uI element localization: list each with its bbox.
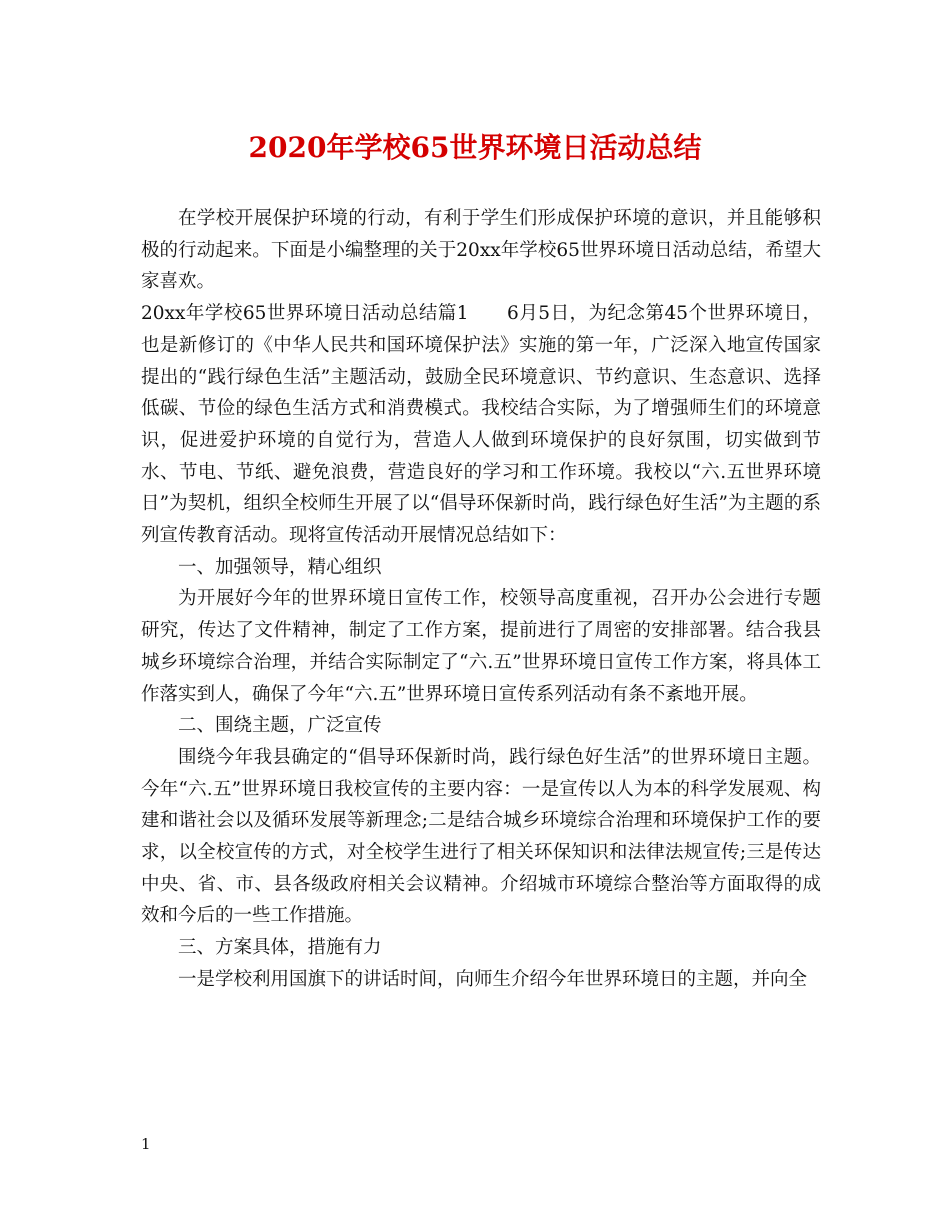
article-paragraph: 20xx年学校65世界环境日活动总结篇1 6月5日，为纪念第45个世界环境日，也是新修订的《中华人民共和国环境保护法》实施的第一年，广泛深入地宣传国家提出的“践行绿色生活”主题活动，鼓励全民环境意识、节约意识、生态意识、选择低碳、节俭的绿色生活方式和消费模式。我校结合实际，为了增强师生们的环境意识，促进爱护环境的自觉行为，营造人人做到环境保护的良好氛围，切实做到节水、节电、节纸、避免浪费，营造良好的学习和工作环境。我校以“六.五世界环境日”为契机，组织全校师生开展了以“倡导环保新时尚，践行绿色好生活”为主题的系列宣传教育活动。现将宣传活动开展情况总结如下： — [141, 303, 821, 547]
section-paragraph-1: 为开展好今年的世界环境日宣传工作，校领导高度重视，召开办公会进行专题研究，传达了文件精神，制定了工作方案，提前进行了周密的安排部署。结合我县城乡环境综合治理，并结合实际制定了“六.五”世界环境日宣传工作方案，将具体工作落实到人，确保了今年“六.五”世界环境日宣传系列活动有条不紊地开展。 — [141, 588, 821, 705]
section-heading-3: 三、方案具体，措施有力 — [178, 937, 382, 959]
document-title: 2020年学校65世界环境日活动总结 — [248, 131, 702, 164]
section-paragraph-3: 一是学校利用国旗下的讲话时间，向师生介绍今年世界环境日的主题，并向全 — [178, 968, 808, 990]
document-body — [141, 203, 821, 996]
page-number: 1 — [141, 1135, 151, 1153]
section-heading-1: 一、加强领导，精心组织 — [178, 556, 382, 578]
intro-paragraph: 在学校开展保护环境的行动，有利于学生们形成保护环境的意识，并且能够积极的行动起来。下面是小编整理的关于20xx年学校65世界环境日活动总结，希望大家喜欢。 — [141, 208, 821, 293]
section-paragraph-2: 围绕今年我县确定的“倡导环保新时尚，践行绿色好生活”的世界环境日主题。今年“六.五”世界环境日我校宣传的主要内容：一是宣传以人为本的科学发展观、构建和谐社会以及循环发展等新理念;二是结合城乡环境综合治理和环境保护工作的要求，以全校宣传的方式，对全校学生进行了相关环保知识和法律法规宣传;三是传达中央、省、市、县各级政府相关会议精神。介绍城市环境综合整治等方面取得的成效和今后的一些工作措施。 — [141, 746, 821, 927]
section-heading-2: 二、围绕主题，广泛宣传 — [178, 715, 382, 737]
